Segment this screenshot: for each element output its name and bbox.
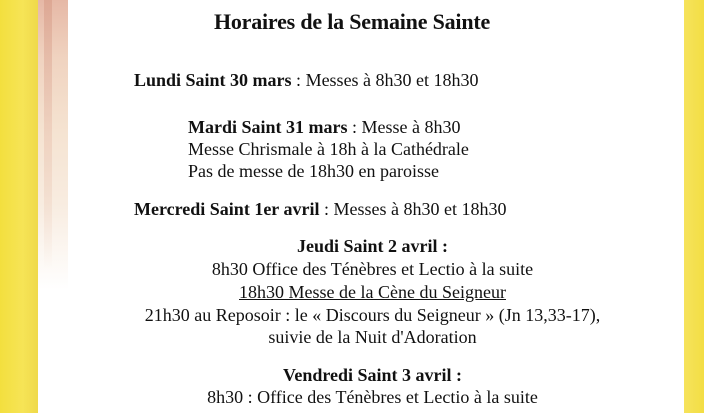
thursday-line-2-wrap	[0, 282, 704, 303]
thursday-line-1: 8h30 Office des Ténèbres et Lectio à la suite	[211, 259, 534, 279]
thursday-line-3: 21h30 au Reposoir : le « Discours du Seigneur » (Jn 13,33-17),	[144, 305, 601, 325]
friday-heading	[0, 365, 704, 386]
monday-line	[134, 70, 479, 91]
right-frame	[684, 0, 704, 413]
friday-heading-text: Vendredi Saint 3 avril :	[282, 365, 463, 385]
tuesday-sep: :	[347, 117, 362, 137]
thursday-heading	[0, 236, 704, 257]
monday-label: Lundi Saint 30 mars	[134, 70, 292, 90]
thursday-heading-text: Jeudi Saint 2 avril :	[296, 236, 448, 256]
monday-sep: :	[291, 70, 306, 90]
page-title: Horaires de la Semaine Sainte	[213, 9, 491, 34]
wednesday-sep: :	[319, 199, 334, 219]
tuesday-label: Mardi Saint 31 mars	[188, 117, 348, 137]
wednesday-line	[134, 199, 506, 220]
left-frame	[0, 0, 38, 413]
wednesday-label: Mercredi Saint 1er avril	[134, 199, 320, 219]
friday-line-1: 8h30 : Office des Ténèbres et Lectio à la suite	[207, 387, 538, 407]
tuesday-line-3: Pas de messe de 18h30 en paroisse	[188, 161, 439, 181]
tuesday-text: Messe à 8h30	[361, 117, 461, 137]
wednesday-text: Messes à 8h30 et 18h30	[333, 199, 507, 219]
monday-text: Messes à 8h30 et 18h30	[305, 70, 479, 90]
thursday-line-4: suivie de la Nuit d'Adoration	[268, 327, 477, 347]
tuesday-line-2: Messe Chrismale à 18h à la Cathédrale	[188, 139, 469, 159]
tuesday-line	[188, 117, 461, 138]
thursday-line-2: 18h30 Messe de la Cène du Seigneur	[239, 282, 506, 302]
